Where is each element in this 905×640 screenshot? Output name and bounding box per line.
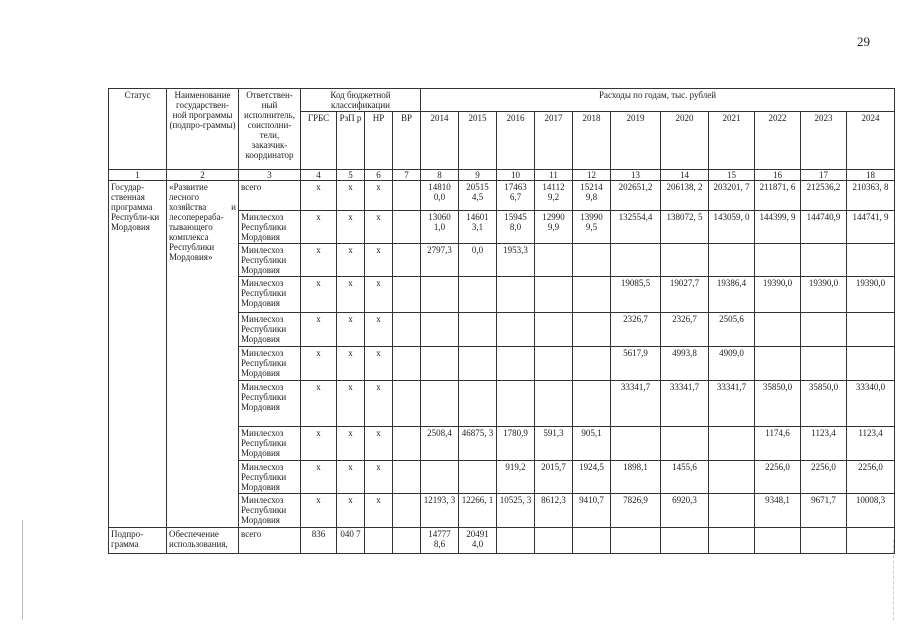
budget-table — [108, 88, 895, 554]
table-cell: 20491 4,0 — [459, 528, 497, 554]
table-cell: х — [365, 347, 393, 381]
table-cell — [421, 461, 459, 494]
executor-cell: Минлесхоз Республики Мордовия — [239, 244, 301, 277]
table-cell — [709, 244, 755, 277]
column-number: 4 — [301, 170, 337, 181]
table-cell: х — [337, 494, 365, 528]
table-cell — [573, 277, 611, 313]
column-number: 11 — [535, 170, 573, 181]
executor-cell: Минлесхоз Республики Мордовия — [239, 381, 301, 427]
year-2018: 2018 — [573, 112, 611, 170]
program-name: «Развитие лесного хозяйства и лесоперераба-тывающего комплекса Республики Мордовия» — [167, 181, 239, 528]
subprogram-name: Обеспечение использования, — [167, 528, 239, 554]
table-cell: 19027,7 — [661, 277, 709, 313]
column-number: 3 — [239, 170, 301, 181]
table-cell — [459, 461, 497, 494]
table-cell: 35850,0 — [755, 381, 801, 427]
table-cell: 1123,4 — [801, 427, 847, 461]
table-cell: 9671,7 — [801, 494, 847, 528]
table-cell — [459, 313, 497, 347]
header-budget-code: Код бюджетной классификации — [301, 89, 421, 112]
executor-cell: всего — [239, 181, 301, 211]
table-cell: 919,2 — [497, 461, 535, 494]
column-number: 17 — [801, 170, 847, 181]
table-cell — [393, 381, 421, 427]
executor-cell: Минлесхоз Республики Мордовия — [239, 211, 301, 244]
table-cell — [709, 461, 755, 494]
table-cell: х — [365, 427, 393, 461]
table-cell — [661, 244, 709, 277]
table-cell: 2015,7 — [535, 461, 573, 494]
table-cell: 19085,5 — [611, 277, 661, 313]
table-cell: 211871, 6 — [755, 181, 801, 211]
column-number: 8 — [421, 170, 459, 181]
table-cell: 33340,0 — [847, 381, 895, 427]
table-cell — [755, 244, 801, 277]
executor-cell: Минлесхоз Республики Мордовия — [239, 347, 301, 381]
table-cell: х — [301, 427, 337, 461]
column-number: 7 — [393, 170, 421, 181]
table-cell — [393, 528, 421, 554]
table-cell: 2256,0 — [847, 461, 895, 494]
year-2024: 2024 — [847, 112, 895, 170]
table-cell — [847, 528, 895, 554]
table-cell — [421, 277, 459, 313]
column-number: 2 — [167, 170, 239, 181]
table-cell: 212536,2 — [801, 181, 847, 211]
table-cell: 132554,4 — [611, 211, 661, 244]
column-number: 16 — [755, 170, 801, 181]
header-expenses: Расходы по годам, тыс. рублей — [421, 89, 895, 112]
table-cell: х — [337, 313, 365, 347]
year-2015: 2015 — [459, 112, 497, 170]
year-2022: 2022 — [755, 112, 801, 170]
table-cell: 1123,4 — [847, 427, 895, 461]
table-cell: 905,1 — [573, 427, 611, 461]
table-cell — [497, 381, 535, 427]
table-cell: 144399, 9 — [755, 211, 801, 244]
table-cell — [459, 277, 497, 313]
table-cell: 138072, 5 — [661, 211, 709, 244]
table-cell: 2256,0 — [801, 461, 847, 494]
table-cell — [801, 528, 847, 554]
table-cell: 040 7 — [337, 528, 365, 554]
table-cell — [611, 427, 661, 461]
table-cell: 4993,8 — [661, 347, 709, 381]
table-cell: 10008,3 — [847, 494, 895, 528]
table-cell — [393, 181, 421, 211]
table-cell: 14112 9,2 — [535, 181, 573, 211]
table-cell: 10525, 3 — [497, 494, 535, 528]
scan-margin-line — [22, 520, 23, 620]
table-cell: 1174,6 — [755, 427, 801, 461]
table-cell: 13060 1,0 — [421, 211, 459, 244]
column-number: 10 — [497, 170, 535, 181]
column-number: 14 — [661, 170, 709, 181]
table-cell — [573, 244, 611, 277]
table-cell: 8612,3 — [535, 494, 573, 528]
table-cell — [393, 461, 421, 494]
table-cell: 5617,9 — [611, 347, 661, 381]
table-cell — [755, 313, 801, 347]
table-cell: х — [337, 181, 365, 211]
table-cell — [755, 528, 801, 554]
table-cell: 14601 3,1 — [459, 211, 497, 244]
header-status: Статус — [109, 89, 167, 170]
table-cell: 12193, 3 — [421, 494, 459, 528]
table-cell: х — [301, 211, 337, 244]
table-cell — [573, 347, 611, 381]
table-cell: всего — [239, 528, 301, 554]
table-cell: 2505,6 — [709, 313, 755, 347]
table-cell: х — [301, 347, 337, 381]
table-cell: 19386,4 — [709, 277, 755, 313]
table-cell: 9348,1 — [755, 494, 801, 528]
table-cell: 203201, 7 — [709, 181, 755, 211]
table-cell — [847, 244, 895, 277]
table-cell — [573, 313, 611, 347]
table-cell: х — [337, 244, 365, 277]
table-cell — [365, 528, 393, 554]
table-cell — [611, 244, 661, 277]
table-cell: 12266, 1 — [459, 494, 497, 528]
subprogram-row — [109, 528, 895, 554]
table-cell: 14810 0,0 — [421, 181, 459, 211]
table-cell — [393, 244, 421, 277]
table-cell: х — [301, 277, 337, 313]
table-cell: 836 — [301, 528, 337, 554]
executor-cell: Минлесхоз Республики Мордовия — [239, 494, 301, 528]
program-status: Государ-ственная программа Республи-ки Мордовия — [109, 181, 167, 528]
subprogram-status: Подпро-грамма — [109, 528, 167, 554]
table-cell: х — [337, 347, 365, 381]
table-cell: 0,0 — [459, 244, 497, 277]
table-cell: 19390,0 — [755, 277, 801, 313]
table-cell: 12990 9,9 — [535, 211, 573, 244]
year-2016: 2016 — [497, 112, 535, 170]
table-cell: х — [365, 313, 393, 347]
table-cell — [393, 347, 421, 381]
table-cell: х — [365, 494, 393, 528]
table-cell: 206138, 2 — [661, 181, 709, 211]
table-cell: х — [365, 277, 393, 313]
table-cell: 143059, 0 — [709, 211, 755, 244]
table-cell: 20515 4,5 — [459, 181, 497, 211]
column-number: 6 — [365, 170, 393, 181]
table-cell — [535, 277, 573, 313]
table-cell: 17463 6,7 — [497, 181, 535, 211]
table-cell — [709, 494, 755, 528]
table-cell: 1924,5 — [573, 461, 611, 494]
table-cell — [497, 347, 535, 381]
column-number: 9 — [459, 170, 497, 181]
table-cell: 15945 8,0 — [497, 211, 535, 244]
table-cell: 2797,3 — [421, 244, 459, 277]
code-vr: ВР — [393, 112, 421, 170]
executor-cell: Минлесхоз Республики Мордовия — [239, 313, 301, 347]
executor-cell: Минлесхоз Республики Мордовия — [239, 277, 301, 313]
year-2020: 2020 — [661, 112, 709, 170]
executor-cell: Минлесхоз Республики Мордовия — [239, 461, 301, 494]
header-program-name: Наименование государствен-ной программы (подпро-граммы) — [167, 89, 239, 170]
table-cell — [421, 381, 459, 427]
table-cell — [573, 381, 611, 427]
year-2017: 2017 — [535, 112, 573, 170]
table-cell: х — [301, 461, 337, 494]
table-cell: 2256,0 — [755, 461, 801, 494]
table-cell — [421, 313, 459, 347]
executor-cell: Минлесхоз Республики Мордовия — [239, 427, 301, 461]
table-cell: 13990 9,5 — [573, 211, 611, 244]
header-row — [109, 89, 895, 112]
table-cell — [393, 277, 421, 313]
table-cell — [801, 313, 847, 347]
table-cell — [393, 494, 421, 528]
column-number-row — [109, 170, 895, 181]
table-cell — [709, 528, 755, 554]
year-2014: 2014 — [421, 112, 459, 170]
table-cell: х — [301, 494, 337, 528]
table-cell: 14777 8,6 — [421, 528, 459, 554]
table-cell — [535, 381, 573, 427]
table-row — [109, 181, 895, 211]
table-cell: х — [337, 277, 365, 313]
table-cell: х — [301, 244, 337, 277]
table-cell: х — [337, 427, 365, 461]
table-cell: х — [365, 244, 393, 277]
table-cell: 35850,0 — [801, 381, 847, 427]
table-cell: 1455,6 — [661, 461, 709, 494]
table-cell: 33341,7 — [709, 381, 755, 427]
table-cell — [573, 528, 611, 554]
table-cell — [801, 347, 847, 381]
table-cell: 2326,7 — [611, 313, 661, 347]
table-cell: 33341,7 — [661, 381, 709, 427]
table-cell — [535, 313, 573, 347]
table-cell: 19390,0 — [847, 277, 895, 313]
table-cell — [393, 313, 421, 347]
table-cell — [459, 347, 497, 381]
table-cell: 202651,2 — [611, 181, 661, 211]
table-cell: х — [365, 181, 393, 211]
table-cell — [459, 381, 497, 427]
table-cell: 2326,7 — [661, 313, 709, 347]
table-cell — [661, 528, 709, 554]
table-cell: х — [365, 461, 393, 494]
column-number: 18 — [847, 170, 895, 181]
table-cell: х — [301, 381, 337, 427]
table-cell: 4909,0 — [709, 347, 755, 381]
year-2019: 2019 — [611, 112, 661, 170]
column-number: 1 — [109, 170, 167, 181]
table-cell — [847, 313, 895, 347]
table-cell: 46875, 3 — [459, 427, 497, 461]
table-cell: 6920,3 — [661, 494, 709, 528]
table-cell: 15214 9,8 — [573, 181, 611, 211]
page-number: 29 — [857, 34, 870, 49]
table-cell: х — [365, 381, 393, 427]
table-cell — [421, 347, 459, 381]
table-cell: 1953,3 — [497, 244, 535, 277]
table-cell: 19390,0 — [801, 277, 847, 313]
column-number: 5 — [337, 170, 365, 181]
column-number: 12 — [573, 170, 611, 181]
code-rzpr: РзП р — [337, 112, 365, 170]
table-cell — [535, 347, 573, 381]
column-number: 13 — [611, 170, 661, 181]
table-cell — [393, 211, 421, 244]
table-cell: 2508,4 — [421, 427, 459, 461]
year-2023: 2023 — [801, 112, 847, 170]
table-cell: 9410,7 — [573, 494, 611, 528]
table-cell: х — [301, 313, 337, 347]
table-cell — [755, 347, 801, 381]
table-cell — [497, 528, 535, 554]
column-number: 15 — [709, 170, 755, 181]
table-cell: х — [301, 181, 337, 211]
table-cell: 591,3 — [535, 427, 573, 461]
table-cell: 144741, 9 — [847, 211, 895, 244]
header-executor: Ответствен-ный исполнитель, соисполни-тели, заказчик-координатор — [239, 89, 301, 170]
table-cell — [611, 528, 661, 554]
table-cell — [535, 528, 573, 554]
table-cell: 1780,9 — [497, 427, 535, 461]
year-2021: 2021 — [709, 112, 755, 170]
table-cell: х — [365, 211, 393, 244]
table-cell — [801, 244, 847, 277]
table-cell — [709, 427, 755, 461]
table-cell: х — [337, 461, 365, 494]
table-cell: 7826,9 — [611, 494, 661, 528]
code-nr: НР — [365, 112, 393, 170]
table-cell — [847, 347, 895, 381]
table-cell — [393, 427, 421, 461]
table-cell — [497, 277, 535, 313]
table-cell: 1898,1 — [611, 461, 661, 494]
table-cell — [661, 427, 709, 461]
table-cell: х — [337, 211, 365, 244]
table-cell — [497, 313, 535, 347]
table-cell: 144740,9 — [801, 211, 847, 244]
table-cell — [535, 244, 573, 277]
table-cell: х — [337, 381, 365, 427]
code-grbs: ГРБС — [301, 112, 337, 170]
table-cell: 210363, 8 — [847, 181, 895, 211]
table-cell: 33341,7 — [611, 381, 661, 427]
